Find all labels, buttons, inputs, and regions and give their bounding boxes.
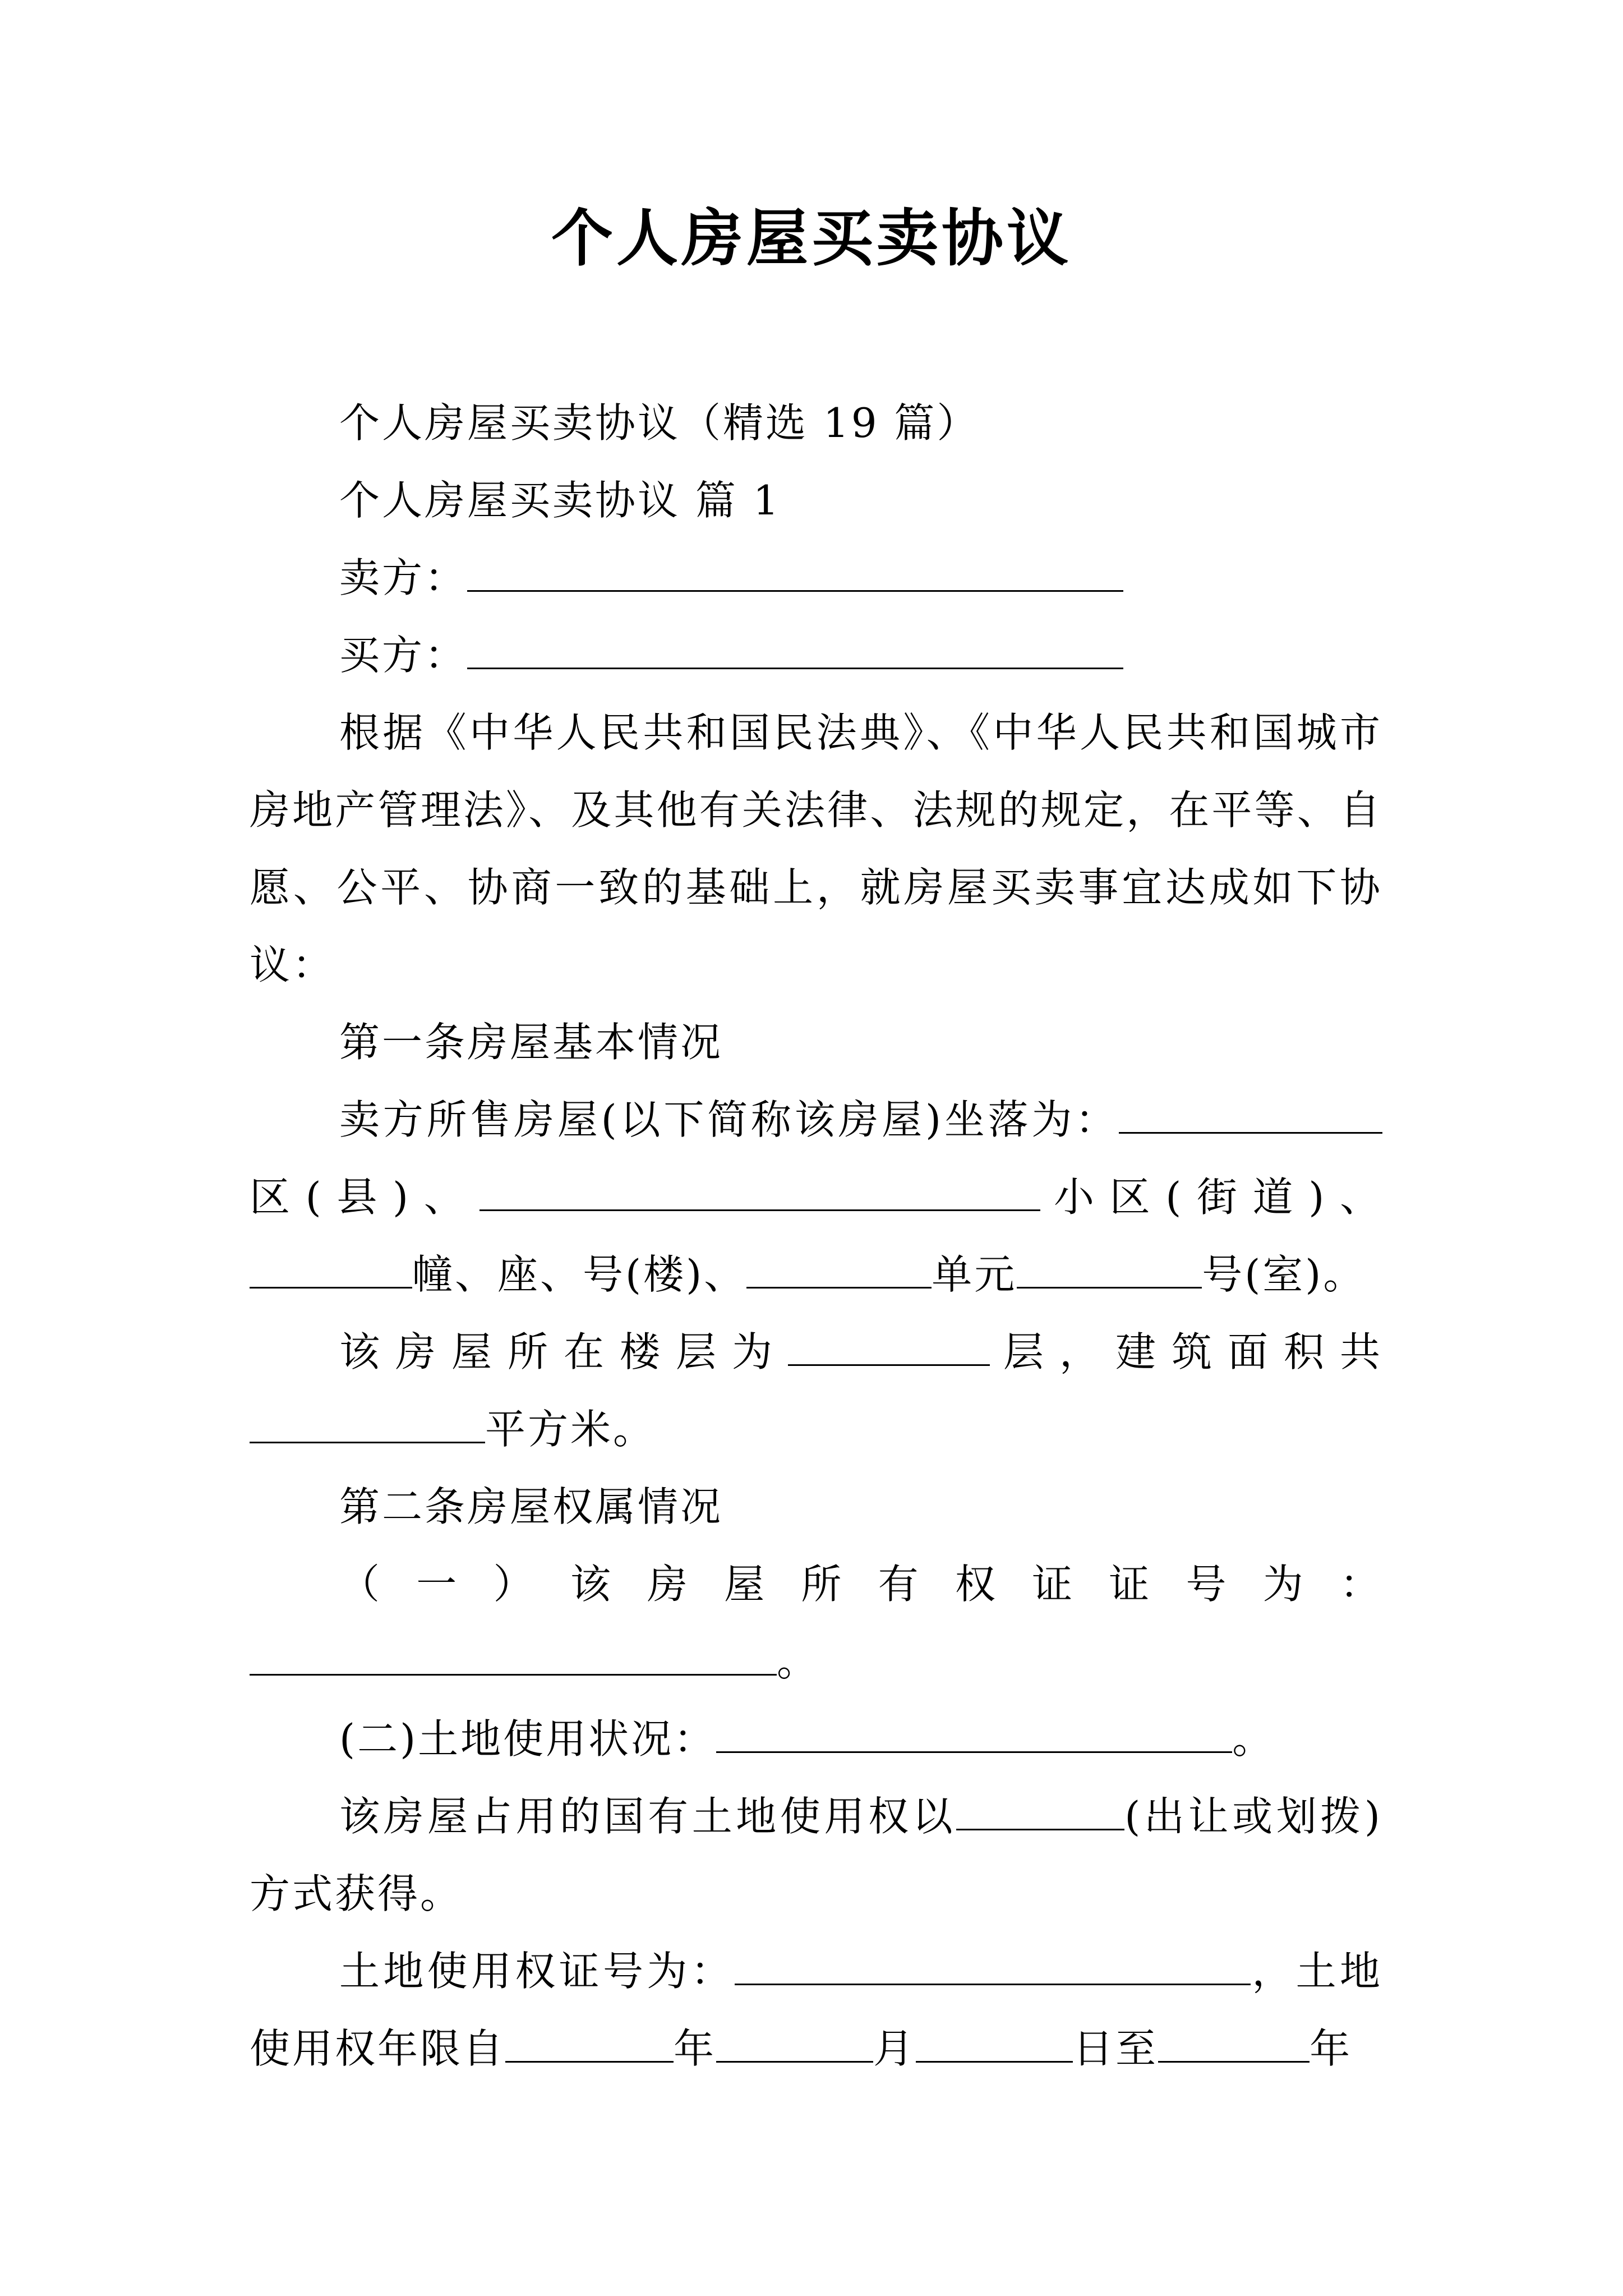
article-2-land-status [250, 1700, 1382, 1778]
location-text-a: 卖方所售房屋(以下简称该房屋)坐落为： [339, 1096, 1119, 1143]
land-method-text-a: 该房屋占用的国有土地使用权以 [339, 1793, 957, 1840]
term-day-blank [916, 2021, 1073, 2063]
certificate-text-a: （一）该房屋所有权证证号为： [339, 1561, 1382, 1608]
term-year-blank-1 [505, 2021, 674, 2063]
seller-label: 卖方： [339, 554, 468, 601]
location-blank-4 [746, 1246, 932, 1289]
certificate-text-b: 。 [777, 1638, 820, 1685]
land-status-text-b: 。 [1232, 1715, 1275, 1763]
article-1-location [250, 1081, 1382, 1313]
location-text-d: 幢、座、号(楼)、 [412, 1251, 747, 1298]
land-cert-text-f: 年 [1310, 2025, 1353, 2072]
term-year-blank-2 [1158, 2021, 1310, 2063]
term-month-blank [716, 2021, 873, 2063]
location-blank-3 [250, 1246, 412, 1289]
article-1-title [250, 1004, 1382, 1081]
land-status-blank [716, 1711, 1232, 1753]
buyer-label: 买方： [339, 632, 468, 679]
subtitle-text: 个人房屋买卖协议（精选 19 篇） [339, 399, 980, 447]
buyer-line [250, 616, 1382, 694]
land-cert-text-b: ，土地使用权年限自 [250, 1948, 1382, 2072]
floor-text-b: 层，建筑面积共 [989, 1328, 1382, 1375]
location-blank-2 [479, 1169, 1040, 1211]
floor-text-a: 该房屋所在楼层为 [339, 1328, 788, 1375]
land-cert-text-e: 日至 [1073, 2025, 1159, 2072]
land-status-text-a: (二)土地使用状况： [339, 1715, 717, 1763]
document-body [250, 384, 1382, 2087]
land-cert-text-a: 土地使用权证号为： [339, 1948, 735, 1995]
land-method-blank [956, 1788, 1124, 1830]
intro-text: 根据《中华人民共和国民法典》、《中华人民共和国城市房地产管理法》、及其他有关法律、法规的规定，在平等、自愿、公平、协商一致的基础上，就房屋买卖事宜达成如下协议： [250, 709, 1382, 988]
location-blank-5 [1017, 1246, 1202, 1289]
document-title: 个人房屋买卖协议 [551, 202, 1072, 274]
seller-line [250, 539, 1382, 616]
buyer-blank [467, 627, 1123, 669]
area-blank [250, 1401, 485, 1443]
location-blank-1 [1119, 1092, 1382, 1134]
article-2-title [250, 1468, 1382, 1545]
land-method-text-b: (出让或划拨)方式获得。 [250, 1793, 1382, 1917]
land-cert-text-d: 月 [873, 2025, 916, 2072]
land-cert-blank [735, 1943, 1251, 1985]
article-2-land-method [250, 1778, 1382, 1932]
floor-blank [788, 1324, 990, 1366]
subtitle [250, 384, 1382, 462]
location-text-b: 区(县)、 [250, 1174, 480, 1221]
certificate-blank [250, 1634, 777, 1676]
section-heading [250, 462, 1382, 539]
seller-blank [467, 550, 1123, 592]
location-text-c: 小区(街道)、 [1040, 1174, 1382, 1221]
location-text-f: 号(室)。 [1202, 1251, 1366, 1298]
intro-paragraph [250, 694, 1382, 1004]
article-1-floor [250, 1313, 1382, 1468]
section-heading-text: 个人房屋买卖协议 篇 1 [339, 477, 781, 524]
article-2-title-text: 第二条房屋权属情况 [339, 1483, 723, 1530]
floor-text-c: 平方米。 [485, 1406, 656, 1453]
article-1-title-text: 第一条房屋基本情况 [339, 1019, 723, 1066]
article-2-land-certificate [250, 1932, 1382, 2087]
article-2-certificate [250, 1545, 1382, 1700]
land-cert-text-c: 年 [674, 2025, 717, 2072]
location-text-e: 单元 [932, 1251, 1017, 1298]
